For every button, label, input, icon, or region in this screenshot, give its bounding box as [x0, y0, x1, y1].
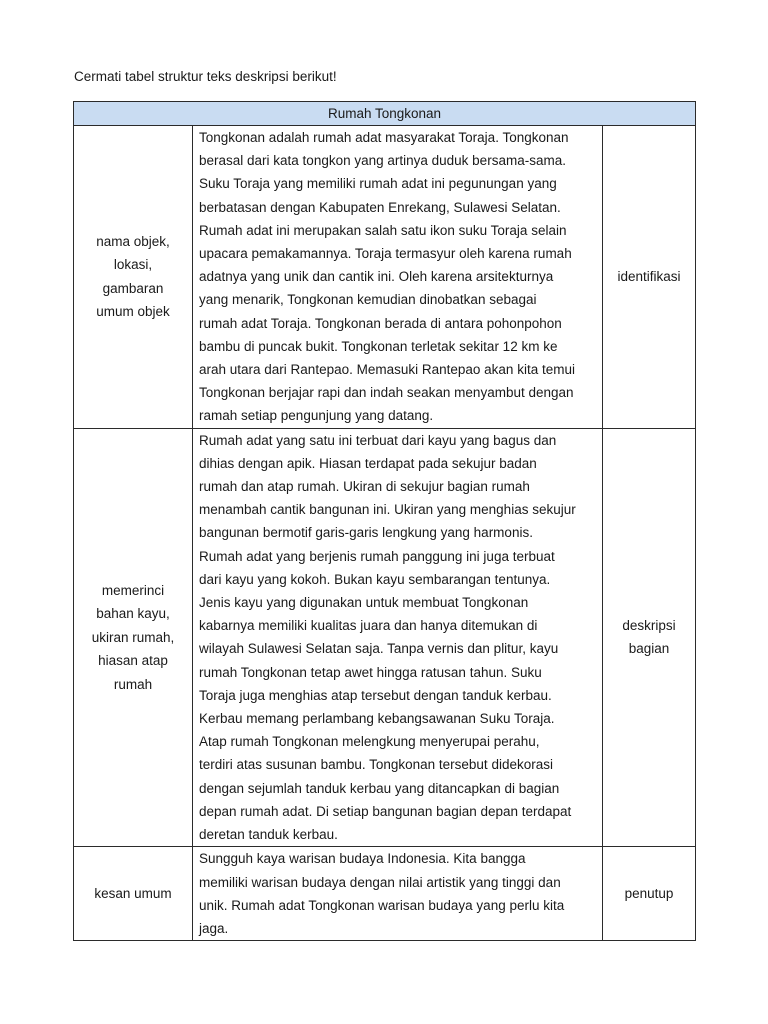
text-line: rumah dan atap rumah. Ukiran di sekujur bagian rumah [199, 479, 530, 495]
structure-label [74, 126, 193, 429]
description-text [193, 126, 603, 429]
table-header-row [74, 102, 696, 126]
table-row [74, 847, 696, 941]
text-line: unik. Rumah adat Tongkonan warisan budaya yang perlu kita [199, 897, 565, 913]
text-line: Kerbau memang perlambang kebangsawanan Suku Toraja. [199, 711, 555, 727]
text-line: Tongkonan berjajar rapi dan indah seakan menyambut dengan [199, 385, 574, 401]
text-line: deretan tanduk kerbau. [199, 827, 338, 843]
text-line: dengan sejumlah tanduk kerbau yang ditancapkan di bagian [199, 780, 560, 796]
text-line: terdiri atas susunan bambu. Tongkonan tersebut didekorasi [199, 757, 553, 773]
structure-label-line: lokasi, [113, 257, 153, 273]
text-line: Tongkonan adalah rumah adat masyarakat Toraja. Tongkonan [199, 130, 569, 145]
text-line: bambu di puncak bukit. Tongkonan terletak sekitar 12 km ke [199, 338, 558, 354]
text-line: Sungguh kaya warisan budaya Indonesia. Kita bangga [199, 851, 526, 867]
structure-label-line: gambaran [102, 280, 164, 296]
description-text [193, 428, 603, 847]
text-line: rumah adat Toraja. Tongkonan berada di antara pohonpohon [199, 315, 562, 331]
table-row [74, 428, 696, 847]
text-line: berbatasan dengan Kabupaten Enrekang, Sulawesi Selatan. [199, 199, 561, 215]
intro-instruction: Cermati tabel struktur teks deskripsi berikut! [74, 69, 337, 84]
table-title: Rumah Tongkonan [74, 102, 696, 126]
text-line: Suku Toraja yang memiliki rumah adat ini pegunungan yang [199, 176, 557, 192]
text-line: Jenis kayu yang digunakan untuk membuat Tongkonan [199, 595, 529, 611]
structure-part-line: bagian [628, 641, 670, 657]
text-line: wilayah Sulawesi Selatan saja. Tanpa vernis dan plitur, kayu [199, 641, 559, 657]
structure-label-line: umum objek [96, 304, 170, 320]
text-line: adatnya yang unik dan cantik ini. Oleh karena arsitekturnya [199, 269, 554, 285]
text-line: Rumah adat yang berjenis rumah panggung ini juga terbuat [199, 548, 555, 564]
structure-part-line: deskripsi [622, 617, 676, 633]
structure-label-line: kesan umum [94, 885, 172, 901]
text-line: depan rumah adat. Di setiap bangunan bagian depan terdapat [199, 803, 572, 819]
structure-label-line: ukiran rumah, [91, 629, 175, 645]
text-line: berasal dari kata tongkon yang artinya duduk bersama-sama. [199, 153, 566, 169]
text-line: bangunan bermotif garis-garis lengkung yang harmonis. [199, 525, 533, 541]
text-line: ramah setiap pengunjung yang datang. [199, 408, 434, 424]
structure-label-line: rumah [113, 676, 153, 692]
text-line: arah utara dari Rantepao. Memasuki Rantepao akan kita temui [199, 362, 575, 378]
text-line: memiliki warisan budaya dengan nilai artistik yang tinggi dan [199, 874, 561, 890]
text-line: jaga. [199, 920, 229, 936]
text-line: Rumah adat yang satu ini terbuat dari kayu yang bagus dan [199, 432, 557, 448]
text-line: rumah Tongkonan tetap awet hingga ratusan tahun. Suku [199, 664, 542, 680]
structure-label [74, 428, 193, 847]
structure-part [603, 428, 696, 847]
description-text [193, 847, 603, 941]
structure-label-line: hiasan atap [98, 653, 168, 669]
text-line: Toraja juga menghias atap tersebut dengan tanduk kerbau. [199, 687, 552, 703]
structure-label-line: memerinci [101, 582, 165, 598]
text-line: upacara pemakamannya. Toraja termasyur oleh karena rumah [199, 246, 572, 262]
text-line: dihias dengan apik. Hiasan terdapat pada sekujur badan [199, 455, 537, 471]
structure-label-line: bahan kayu, [96, 606, 170, 622]
table-row [74, 126, 696, 429]
text-line: kabarnya memiliki kualitas juara dan hanya ditemukan di [199, 618, 538, 634]
structure-part-line: identifikasi [617, 269, 681, 285]
text-line: yang menarik, Tongkonan kemudian dinobatkan sebagai [199, 292, 537, 308]
structure-part [603, 126, 696, 429]
structure-label-line: nama objek, [96, 233, 170, 249]
structure-label [74, 847, 193, 941]
structure-table [73, 101, 696, 941]
text-line: Atap rumah Tongkonan melengkung menyerupai perahu, [199, 734, 540, 750]
structure-part-line: penutup [624, 885, 674, 901]
text-line: dari kayu yang kokoh. Bukan kayu sembarangan tentunya. [199, 571, 551, 587]
text-line: menambah cantik bangunan ini. Ukiran yang menghias sekujur [199, 502, 576, 518]
structure-part [603, 847, 696, 941]
text-line: Rumah adat ini merupakan salah satu ikon suku Toraja selain [199, 222, 567, 238]
